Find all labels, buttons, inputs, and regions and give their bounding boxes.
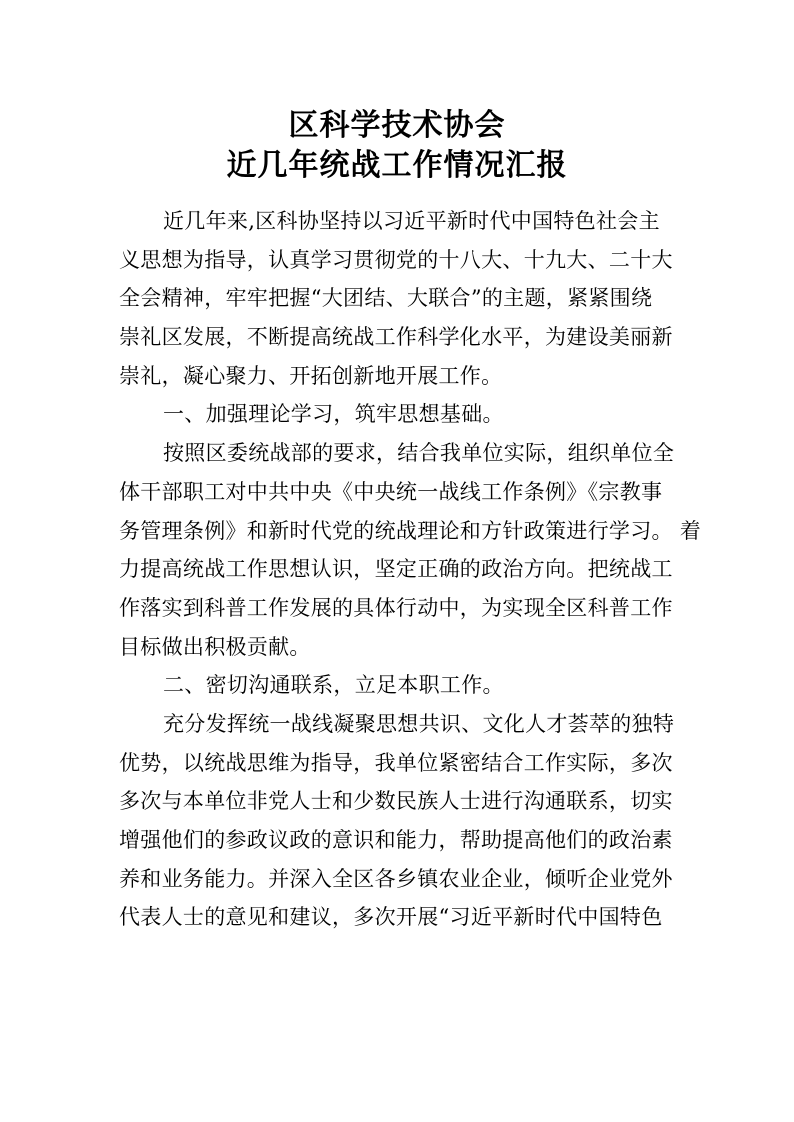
paragraph-section1-line: 按照区委统战部的要求，结合我单位实际，组织单位全	[163, 441, 675, 466]
paragraph-section2-line: 代表人士的意见和建议，多次开展“习近平新时代中国特色	[119, 905, 663, 930]
paragraph-intro-line: 义思想为指导，认真学习贯彻党的十八大、十九大、二十大	[119, 247, 673, 272]
document-title-report: 近几年统战工作情况汇报	[226, 148, 568, 183]
paragraph-intro-line: 全会精神，牢牢把握“大团结、大联合”的主题，紧紧围绕	[119, 286, 653, 311]
paragraph-section1-line: 体干部职工对中共中央《中央统一战线工作条例》《宗教事	[119, 479, 663, 504]
paragraph-section1-line: 目标做出积极贡献。	[119, 634, 311, 659]
paragraph-section1-line: 作落实到科普工作发展的具体行动中，为实现全区科普工作	[119, 595, 673, 620]
paragraph-section2-line: 多次与本单位非党人士和少数民族人士进行沟通联系，切实	[119, 789, 673, 814]
paragraph-section2-line: 充分发挥统一战线凝聚思想共识、文化人才荟萃的独特	[163, 711, 675, 736]
paragraph-section1-line: 务管理条例》和新时代党的统战理论和方针政策进行学习。 着	[119, 518, 702, 543]
paragraph-intro-line: 近几年来,区科协坚持以习近平新时代中国特色社会主	[163, 209, 660, 233]
paragraph-section2-line: 养和业务能力。并深入全区各乡镇农业企业，倾听企业党外	[119, 866, 673, 891]
paragraph-section2-line: 优势，以统战思维为指导，我单位紧密结合工作实际，多次	[119, 750, 673, 775]
section-heading-2: 二、密切沟通联系，立足本职工作。	[163, 673, 504, 698]
paragraph-section2-line: 增强他们的参政议政的意识和能力，帮助提高他们的政治素	[119, 828, 673, 852]
document-title-organization: 区科学技术协会	[288, 108, 506, 143]
paragraph-intro-line: 崇礼，凝心聚力、开拓创新地开展工作。	[119, 363, 503, 388]
section-heading-1: 一、加强理论学习，筑牢思想基础。	[163, 402, 504, 427]
document-body	[119, 202, 702, 937]
paragraph-intro-line: 崇礼区发展，不断提高统战工作科学化水平，为建设美丽新	[119, 325, 673, 350]
paragraph-section1-line: 力提高统战工作思想认识，坚定正确的政治方向。把统战工	[119, 557, 673, 582]
